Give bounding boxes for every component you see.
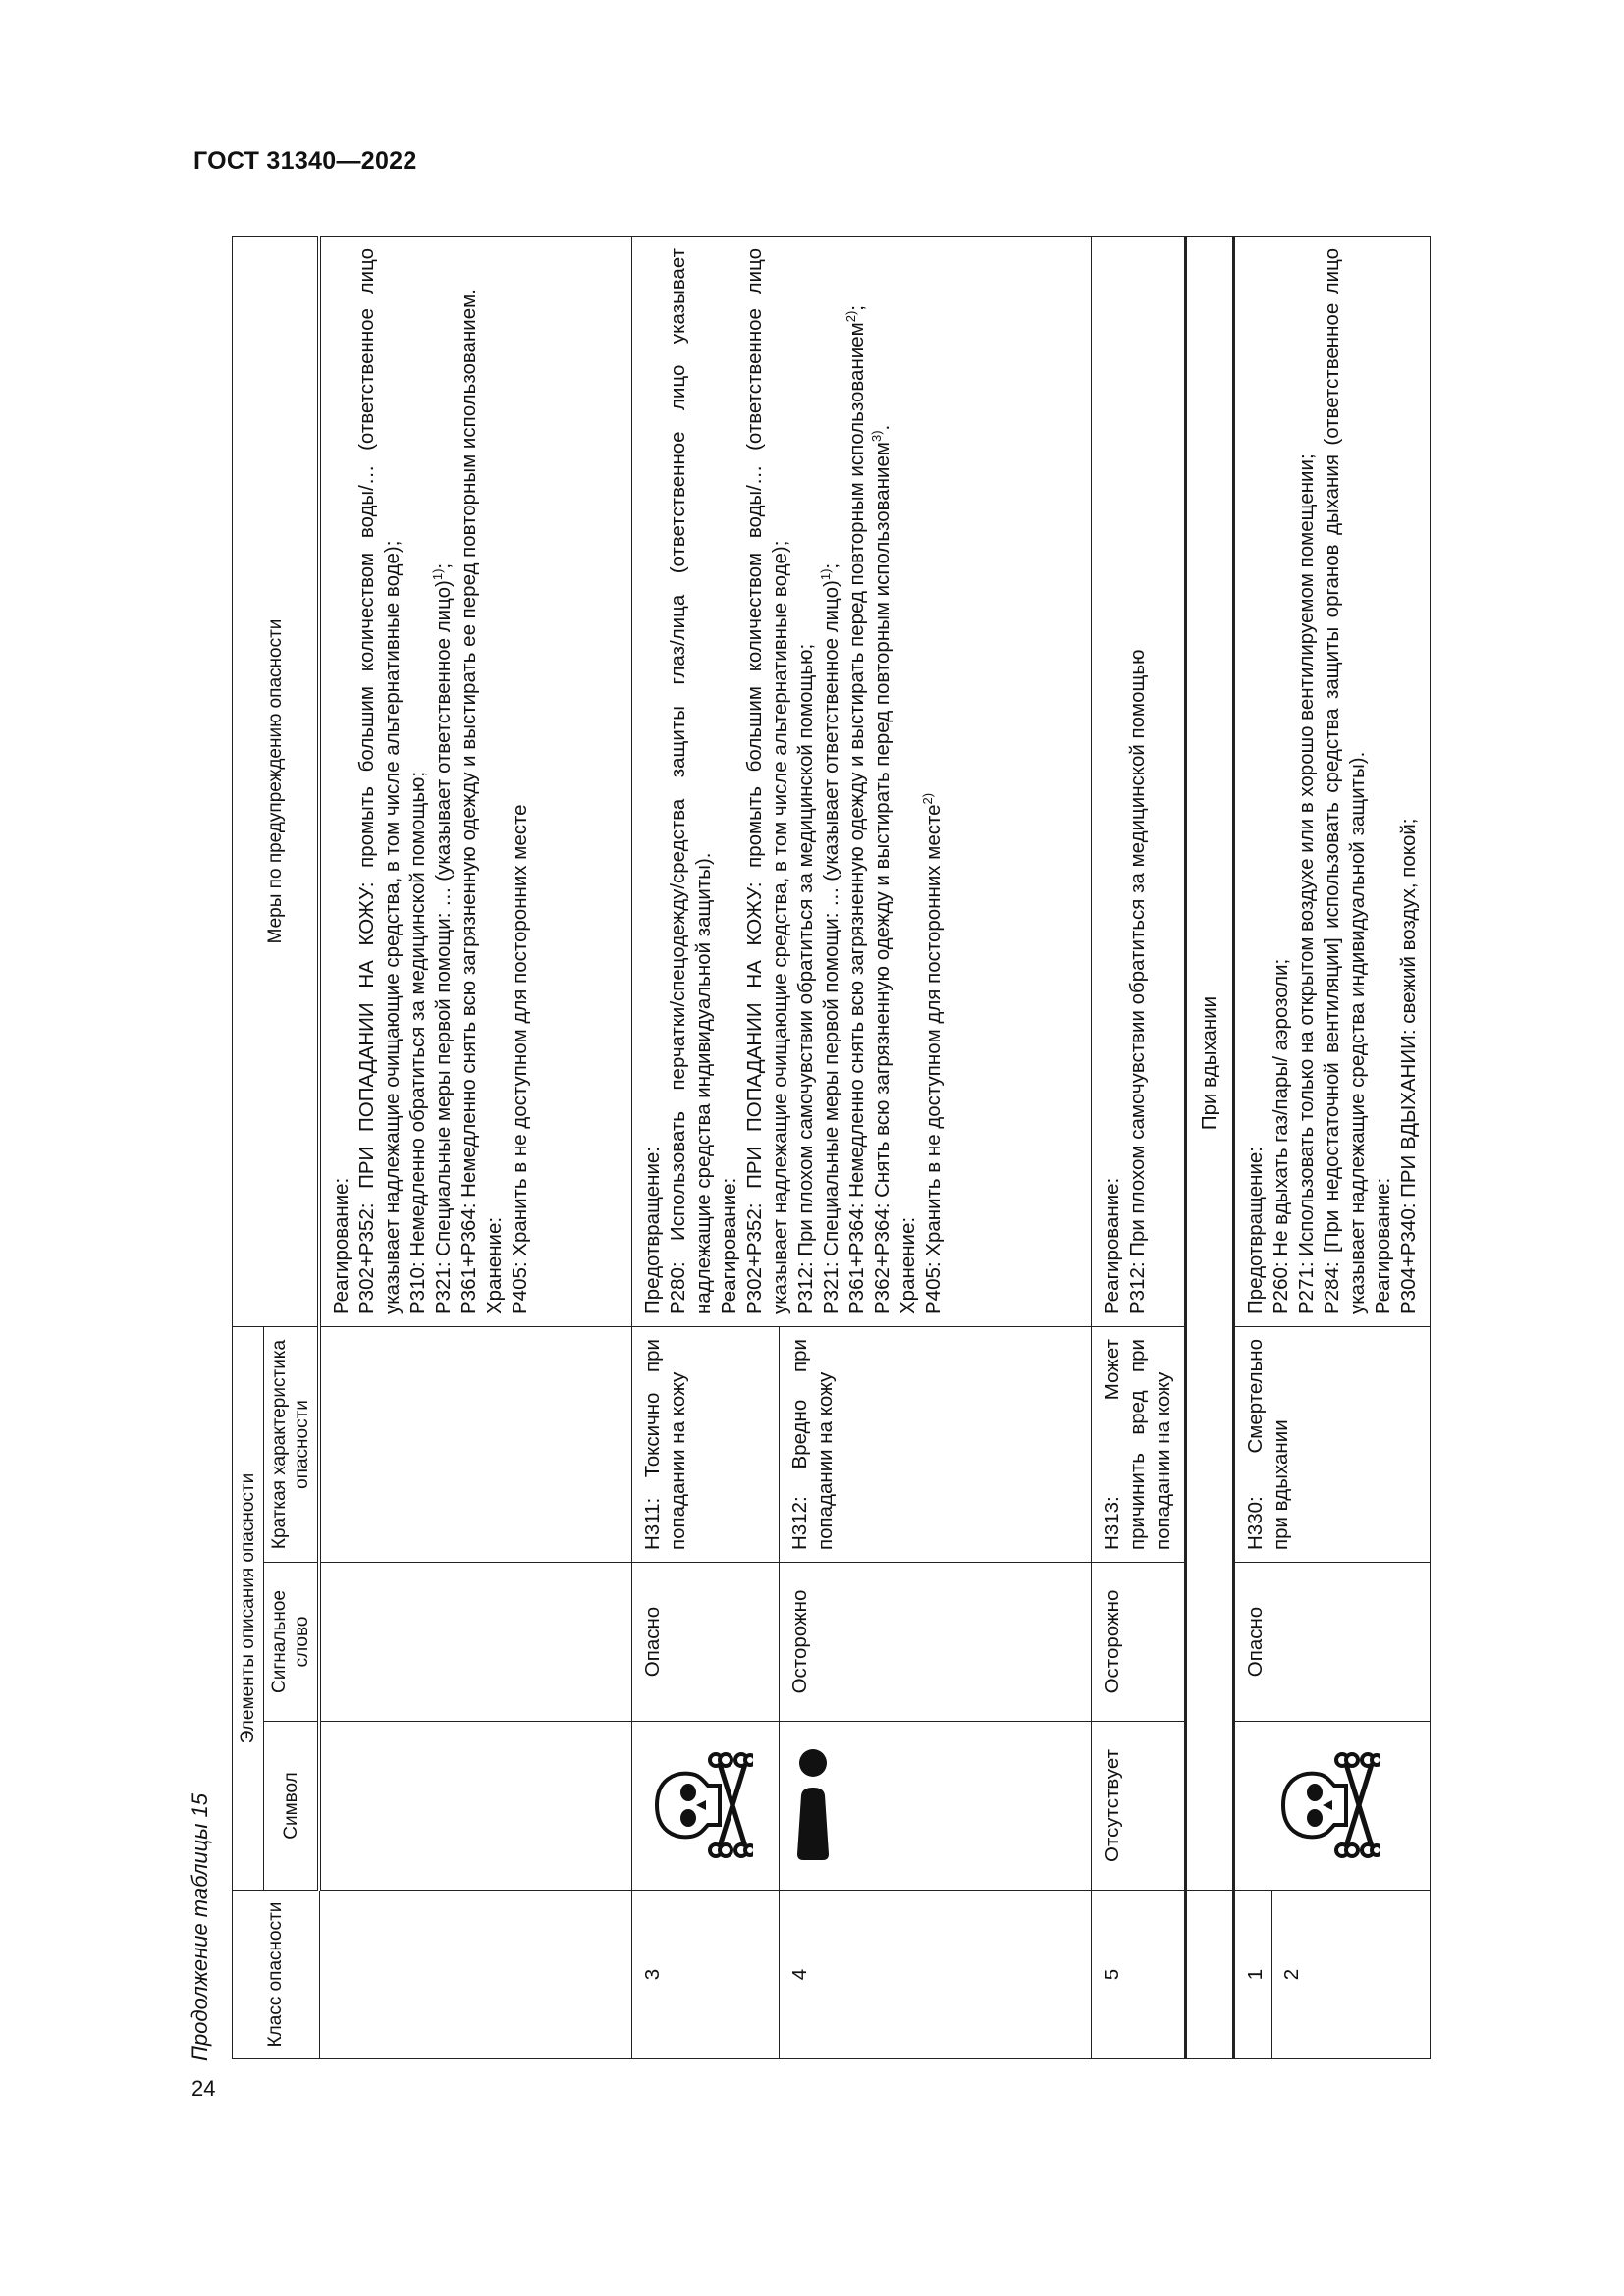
brief-cell (319, 1327, 631, 1563)
measures-cell: Предотвращение: Р280: Использовать перчатки/спецодежду/средства защиты глаз/лица (ответственное лицо указывает надлежащие средства индивидуальной защиты). Реагирование: Р302+Р352: ПРИ ПОПАДАНИИ НА КОЖУ: промыть большим количеством воды/… (ответственное лицо указывает надлежащие очищающие средства, в том числе альтернативные воде); Р312: При плохом самочувствии обратиться за медицинской помощью; Р321: Специальные меры первой помощи: … (указывает ответственное лицо)$^{1)}$; Р361+Р364: Немедленно снять всю загрязненную одежду и выстирать перед повторным использованием$^{2)}$; Р362+Р364: Снять всю загрязненную одежду и выстирать перед повторным использованием$^{3)}$. Хранение: Р405: Хранить в не доступном для посторонних месте$^{2)}$ (631, 237, 1091, 1327)
section-title: При вдыхании (1185, 237, 1233, 1891)
measures-cell: Предотвращение: Р260: Не вдыхать газ/пары/ аэрозоли; Р271: Использовать только на открытом воздухе или в хорошо вентилируемом помещении; Р284: [При недостаточной вентиляции] использовать средства защиты органов дыхания (ответственное лицо указывает надлежащие средства индивидуальной защиты). Реагирование: Р304+Р340: ПРИ ВДЫХАНИИ: свежий воздух, покой; (1233, 237, 1430, 1327)
symbol-cell (1233, 1722, 1430, 1891)
brief-cell: Н313: Может причинить вред при попадании на кожу (1091, 1327, 1185, 1563)
class-cell: 5 (1091, 1891, 1185, 2059)
class-cell (1233, 1891, 1430, 2059)
skull-crossbones-icon (651, 1747, 753, 1865)
signal-cell: Опасно (631, 1563, 779, 1722)
header-elements: Элементы описания опасности (233, 1327, 264, 1891)
symbol-cell: Отсутствует (1091, 1722, 1185, 1891)
table-row (319, 237, 631, 2059)
class-cell: 4 (779, 1891, 1091, 2059)
section-row (1185, 237, 1233, 2059)
signal-cell: Осторожно (779, 1563, 1091, 1722)
table-row (1233, 237, 1430, 2059)
class-cell: 3 (631, 1891, 779, 2059)
document-title: ГОСТ 31340—2022 (193, 147, 417, 175)
class-1: 1 (1235, 1891, 1272, 2058)
table-row (631, 237, 779, 2059)
symbol-cell (779, 1722, 1091, 1891)
header-measures: Меры по предупреждению опасности (233, 237, 320, 1327)
table-row (1091, 237, 1185, 2059)
symbol-cell (319, 1722, 631, 1891)
brief-cell: Н330: Смертельно при вдыхании (1233, 1327, 1430, 1563)
brief-cell: Н312: Вредно при попадании на кожу (779, 1327, 1091, 1563)
hazard-table (232, 236, 1431, 2059)
header-brief: Краткая характеристика опасности (264, 1327, 320, 1563)
header-signal: Сигнальное слово (264, 1563, 320, 1722)
table-caption: Продолжение таблицы 15 (188, 1793, 212, 2061)
header-class: Класс опасности (233, 1891, 320, 2059)
section-blank (1185, 1891, 1233, 2059)
exclamation-mark-icon (793, 1745, 833, 1867)
page-number: 24 (191, 2076, 216, 2101)
signal-cell: Осторожно (1091, 1563, 1185, 1722)
rotated-table-page (178, 206, 1513, 2061)
skull-crossbones-icon (1277, 1747, 1380, 1865)
class-cell (319, 1891, 631, 2059)
header-symbol: Символ (264, 1722, 320, 1891)
signal-cell (319, 1563, 631, 1722)
symbol-cell (631, 1722, 779, 1891)
brief-cell: Н311: Токсично при попадании на кожу (631, 1327, 779, 1563)
signal-cell: Опасно (1233, 1563, 1430, 1722)
measures-cell: Реагирование: Р312: При плохом самочувствии обратиться за медицинской помощью (1091, 237, 1185, 1327)
measures-cell: Реагирование: Р302+Р352: ПРИ ПОПАДАНИИ НА КОЖУ: промыть большим количеством воды/… (ответственное лицо указывает надлежащие очищающие средства, в том числе альтернативные воде); Р310: Немедленно обратиться за медицинской помощью; Р321: Специальные меры первой помощи: … (указывает ответственное лицо)$^{1)}$; Р361+Р364: Немедленно снять всю загрязненную одежду и выстирать ее перед повторным использованием. Хранение: Р405: Хранить в не доступном для посторонних месте (319, 237, 631, 1327)
class-2: 2 (1279, 1968, 1303, 1981)
